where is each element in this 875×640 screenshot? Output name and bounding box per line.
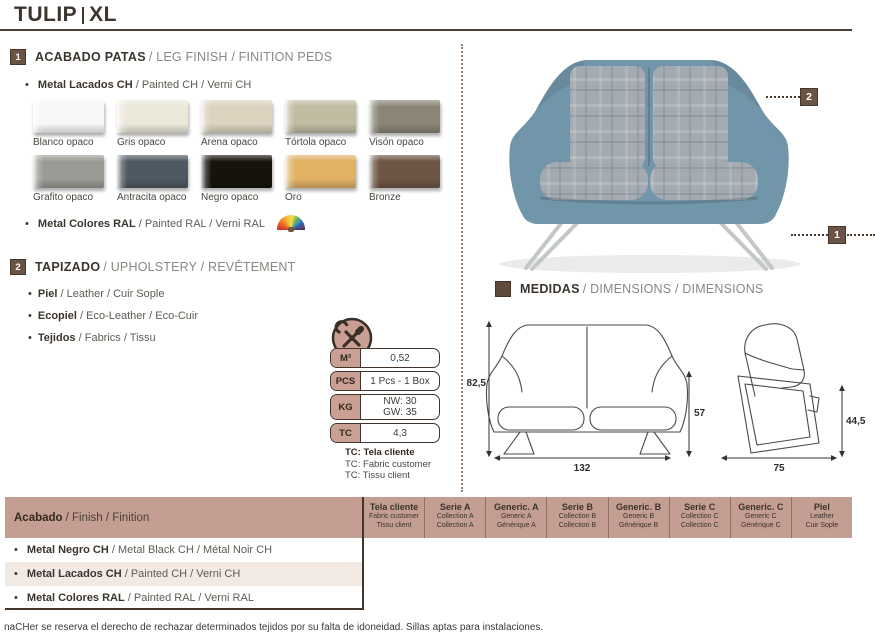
finish-title-bold: Acabado bbox=[14, 511, 63, 524]
callout-marker-1: 1 bbox=[828, 226, 846, 244]
swatch-label: Oro bbox=[285, 192, 302, 203]
finish-row-metal-ral: • Metal Colores RAL / Painted RAL / Verni RAL bbox=[5, 586, 363, 610]
spec-value-tc: 4,3 bbox=[393, 427, 407, 439]
finish-row-metal-lacados: • Metal Lacados CH / Painted CH / Verni CH bbox=[5, 562, 363, 586]
section-leg-finish-heading bbox=[10, 49, 332, 65]
marker-1-leader-right bbox=[847, 234, 875, 236]
finish-table-title bbox=[5, 497, 363, 538]
spec-label-pcs: PCS bbox=[331, 372, 361, 390]
section-2-title: TAPIZADO bbox=[35, 260, 101, 274]
bullet-ecopiel-bold: Ecopiel bbox=[37, 310, 77, 322]
bullet-metal-lacados bbox=[25, 79, 251, 91]
spec-row-pcs bbox=[330, 371, 440, 391]
swatch-label: Negro opaco bbox=[201, 192, 259, 203]
dimensions-title: MEDIDAS bbox=[520, 282, 580, 296]
bullet-tejidos-bold: Tejidos bbox=[37, 332, 76, 344]
bullet-metal-ral-bold: Metal Colores RAL bbox=[37, 218, 136, 230]
marker-1-leader-left bbox=[791, 234, 828, 236]
swatch-gris-opaco bbox=[117, 100, 188, 133]
swatch-vison-opaco bbox=[369, 100, 440, 133]
bullet-tejidos-rest: / Fabrics / Tissu bbox=[75, 332, 156, 344]
column-tela-cliente: Tela cliente Fabric customer Tissu client bbox=[363, 497, 424, 538]
dimensions-subtitle: / DIMENSIONS / DIMENSIONS bbox=[582, 282, 764, 296]
packing-specs bbox=[330, 348, 440, 446]
header-rule bbox=[0, 29, 852, 31]
tc-note-en: TC: Fabric customer bbox=[345, 458, 432, 470]
bullet-metal-ral-rest: / Painted RAL / Verni RAL bbox=[135, 218, 265, 230]
tc-note-fr: TC: Tissu client bbox=[345, 470, 410, 481]
finish-title-rest: / Finish / Finition bbox=[65, 511, 150, 524]
bullet-ecopiel-rest: / Eco-Leather / Eco-Cuir bbox=[76, 310, 199, 322]
swatch-label: Blanco opaco bbox=[33, 137, 94, 148]
swatch-tortola-opaco bbox=[285, 100, 356, 133]
bullet-piel-rest: / Leather / Cuir Sople bbox=[57, 288, 165, 300]
swatch-label: Antracita opaco bbox=[117, 192, 187, 203]
swatch-arena-opaco bbox=[201, 100, 272, 133]
swatch-label: Gris opaco bbox=[117, 137, 166, 148]
brand-name: TULIP bbox=[14, 3, 78, 26]
front-view-drawing bbox=[486, 325, 687, 454]
column-serie-b: Serie B Collection B Collection B bbox=[546, 497, 607, 538]
finish-table-header bbox=[5, 497, 852, 538]
dim-front-seat-height: 57 bbox=[694, 408, 706, 419]
section-2-badge: 2 bbox=[10, 259, 26, 275]
bullet-metal-lacados-bold: Metal Lacados CH bbox=[37, 79, 133, 91]
column-generic-b: Generic. B Generic B Générique B bbox=[608, 497, 669, 538]
product-photo-sofa bbox=[490, 48, 810, 278]
dimension-drawings bbox=[462, 312, 875, 482]
spec-kg-gross: GW: 35 bbox=[383, 407, 417, 418]
spec-row-tc bbox=[330, 423, 440, 443]
legal-note: naCHer se reserva el derecho de rechazar determinados tejidos por su falta de idoneidad. Sillas aptas para instalaciones. bbox=[4, 622, 544, 633]
spec-row-volume bbox=[330, 348, 440, 368]
swatch-label: Arena opaco bbox=[201, 137, 258, 148]
spec-value-pcs: 1 Pcs - 1 Box bbox=[370, 375, 430, 387]
section-1-subtitle: / LEG FINISH / FINITION PEDS bbox=[148, 50, 333, 64]
swatch-grafito-opaco bbox=[33, 155, 104, 188]
bullet-piel-bold: Piel bbox=[37, 288, 58, 300]
spec-value-kg bbox=[361, 395, 439, 419]
swatch-negro-opaco bbox=[201, 155, 272, 188]
bullet-ecopiel bbox=[28, 305, 198, 327]
ral-color-fan-icon bbox=[277, 215, 305, 230]
swatch-label: Bronze bbox=[369, 192, 401, 203]
swatch-bronze bbox=[369, 155, 440, 188]
leg-finish-swatches bbox=[33, 100, 440, 203]
dim-side-height: 44,5 bbox=[846, 416, 866, 427]
swatch-antracita-opaco bbox=[117, 155, 188, 188]
column-serie-a: Serie A Collection A Collection A bbox=[424, 497, 485, 538]
column-piel: Piel Leather Cuir Sople bbox=[791, 497, 852, 538]
swatch-label: Grafito opaco bbox=[33, 192, 94, 203]
spec-value-m3: 0,52 bbox=[390, 352, 410, 364]
callout-marker-2: 2 bbox=[800, 88, 818, 106]
spec-label-m3: M³ bbox=[331, 349, 361, 367]
section-1-title: ACABADO PATAS bbox=[35, 50, 146, 64]
spec-label-tc: TC bbox=[331, 424, 361, 442]
column-generic-a: Generic. A Generic A Générique A bbox=[485, 497, 546, 538]
tc-notes bbox=[345, 447, 431, 482]
section-2-subtitle: / UPHOLSTERY / REVÊTEMENT bbox=[103, 260, 296, 274]
bullet-piel bbox=[28, 283, 198, 305]
finish-row-metal-negro: • Metal Negro CH / Metal Black CH / Métal Noir CH bbox=[5, 538, 363, 562]
bullet-metal-ral bbox=[25, 215, 305, 230]
title-divider bbox=[82, 7, 84, 24]
spec-row-kg bbox=[330, 394, 440, 420]
dimensions-badge bbox=[495, 281, 511, 297]
swatch-label: Visón opaco bbox=[369, 137, 424, 148]
model-name: XL bbox=[89, 3, 118, 26]
section-upholstery-heading bbox=[10, 259, 295, 275]
spec-label-kg: KG bbox=[331, 395, 361, 419]
swatch-oro bbox=[285, 155, 356, 188]
swatch-label: Tórtola opaco bbox=[285, 137, 347, 148]
upholstery-options bbox=[28, 283, 198, 349]
side-view-drawing bbox=[738, 324, 819, 453]
dim-side-depth: 75 bbox=[773, 463, 785, 474]
finish-table-bottom-border bbox=[5, 608, 364, 610]
page-title bbox=[14, 3, 117, 27]
dim-front-height: 82,5 bbox=[466, 378, 486, 389]
finish-table-divider bbox=[362, 497, 364, 610]
spec-kg-net: NW: 30 bbox=[383, 396, 417, 407]
tc-note-es: TC: Tela cliente bbox=[345, 447, 415, 458]
bullet-metal-lacados-rest: / Painted CH / Verni CH bbox=[132, 79, 252, 91]
column-generic-c: Generic. C Generic C Générique C bbox=[730, 497, 791, 538]
marker-2-leader bbox=[766, 96, 800, 98]
dim-front-width: 132 bbox=[573, 463, 591, 474]
section-1-badge: 1 bbox=[10, 49, 26, 65]
bullet-tejidos bbox=[28, 327, 198, 349]
swatch-blanco-opaco bbox=[33, 100, 104, 133]
column-serie-c: Serie C Collection C Collection C bbox=[669, 497, 730, 538]
section-dimensions-heading bbox=[495, 281, 763, 297]
